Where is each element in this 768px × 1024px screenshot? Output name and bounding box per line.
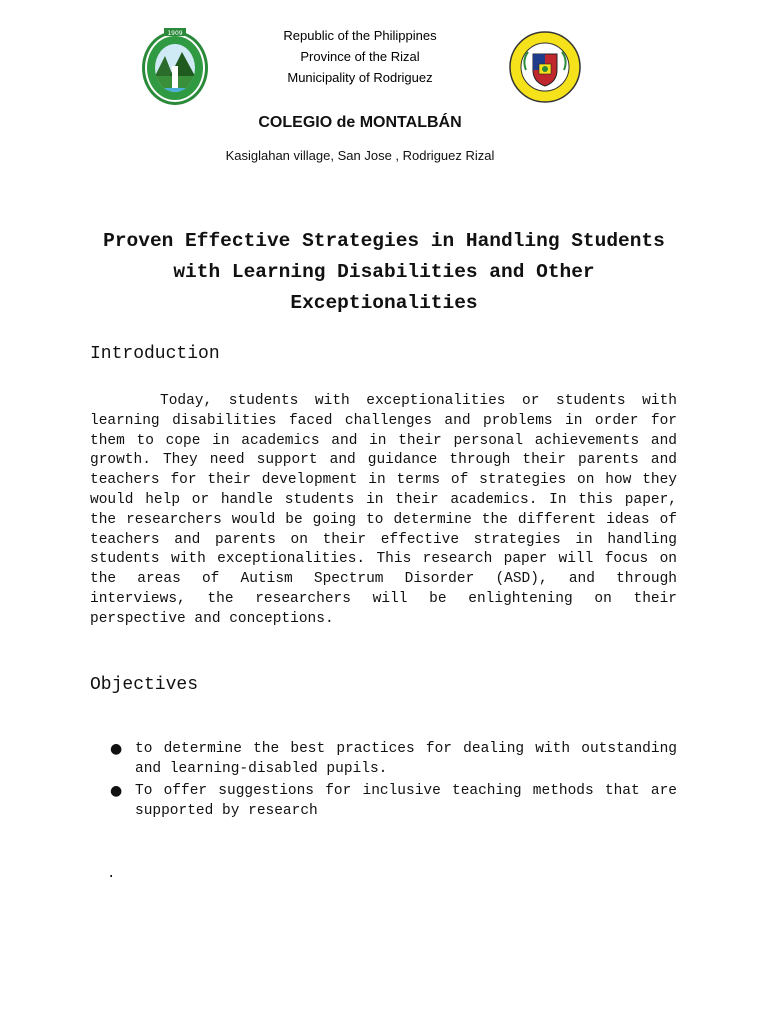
objectives-heading: Objectives	[90, 675, 199, 695]
document-title: Proven Effective Strategies in Handling Students with Learning Disabilities and Other Exceptionalities	[103, 230, 665, 314]
objective-text: to determine the best practices for dealing with outstanding and learning-disabled pupils.	[135, 741, 677, 777]
list-item	[90, 739, 677, 779]
list-item	[90, 781, 677, 821]
stray-period: .	[107, 866, 116, 882]
introduction-paragraph: Today, students with exceptionalities or students with learning disabilities faced challenges and problems in order for them to cope in academics and in their personal achievements and growth. They need support and guidance through their parents and teachers for their development in terms of strategies on how they would help or handle students in their academics. In this paper, the researchers would be going to determine the different ideas of teachers and parents on their effective strategies in handling students with exceptionalities. This research paper will focus on the areas of Autism Spectrum Disorder (ASD), and through interviews, the researchers will be enlightening on their perspective and conceptions.	[90, 393, 677, 627]
introduction-heading: Introduction	[90, 344, 220, 364]
objectives-list	[90, 739, 677, 823]
bullet-icon: ●	[110, 783, 123, 799]
header-country: Republic of the Philippines	[283, 28, 437, 43]
school-name: COLEGIO de MONTALBÁN	[258, 114, 462, 131]
objective-text: To offer suggestions for inclusive teaching methods that are supported by research	[135, 783, 677, 819]
header-province: Province of the Rizal	[300, 49, 420, 64]
svg-text:1909: 1909	[167, 30, 183, 37]
bullet-icon: ●	[110, 741, 123, 757]
header-municipality: Municipality of Rodriguez	[287, 70, 433, 85]
school-address: Kasiglahan village, San Jose , Rodriguez Rizal	[225, 148, 495, 163]
